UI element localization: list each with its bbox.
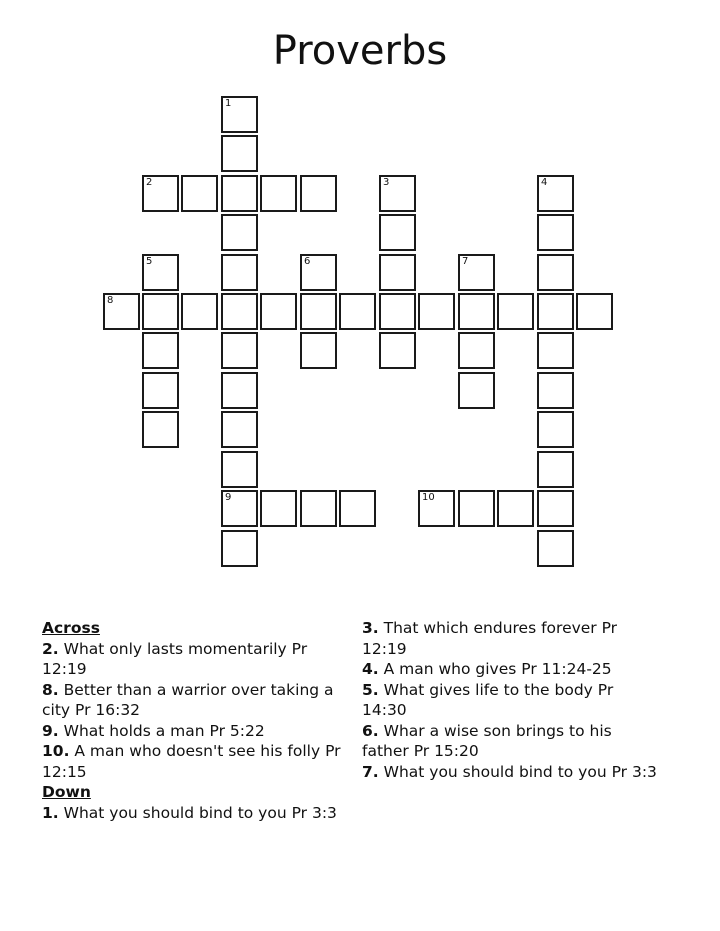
clue-down-6 (362, 721, 662, 762)
grid-cell[interactable] (221, 451, 258, 488)
clue-text: A man who gives Pr 11:24-25 (383, 660, 612, 678)
puzzle-title: Proverbs (272, 28, 448, 74)
clue-across-10 (42, 741, 342, 782)
clue-text: What only lasts momentarily Pr 12:19 (42, 639, 308, 678)
clues-column-right (362, 618, 662, 782)
clue-number: 3. (362, 619, 379, 637)
grid-cell[interactable] (260, 175, 297, 212)
grid-cell[interactable] (300, 490, 337, 527)
grid-cell[interactable] (418, 293, 455, 330)
grid-cell[interactable] (418, 490, 455, 527)
clue-number: 9 (225, 492, 232, 503)
clue-text: A man who doesn't see his folly Pr 12:15 (42, 742, 341, 781)
clue-across-8 (42, 680, 342, 721)
grid-cell[interactable] (260, 490, 297, 527)
grid-cell[interactable] (537, 490, 574, 527)
clue-number: 10 (422, 492, 435, 503)
grid-cell[interactable] (221, 135, 258, 172)
clue-number: 4 (541, 177, 548, 188)
grid-cell[interactable] (458, 332, 495, 369)
clue-number: 8. (42, 680, 59, 699)
clue-number: 5 (146, 256, 153, 267)
clue-number: 7. (362, 762, 379, 781)
grid-cell[interactable] (221, 490, 258, 527)
grid-cell[interactable] (142, 254, 179, 291)
clue-number: 7 (462, 256, 469, 267)
grid-cell[interactable] (142, 411, 179, 448)
grid-cell[interactable] (537, 254, 574, 291)
clue-number: 6. (362, 721, 379, 740)
grid-cell[interactable] (576, 293, 613, 330)
grid-cell[interactable] (339, 293, 376, 330)
grid-cell[interactable] (379, 332, 416, 369)
grid-cell[interactable] (300, 332, 337, 369)
grid-cell[interactable] (300, 293, 337, 330)
grid-cell[interactable] (339, 490, 376, 527)
grid-cell[interactable] (221, 293, 258, 330)
clue-down-1 (42, 803, 342, 824)
grid-cell[interactable] (221, 214, 258, 251)
grid-cell[interactable] (537, 293, 574, 330)
grid-cell[interactable] (221, 411, 258, 448)
across-heading: Across (42, 619, 100, 637)
grid-cell[interactable] (221, 175, 258, 212)
clue-number: 5. (362, 680, 379, 699)
clue-number: 3 (383, 177, 390, 188)
grid-cell[interactable] (537, 175, 574, 212)
grid-cell[interactable] (221, 332, 258, 369)
clue-text: What you should bind to you Pr 3:3 (63, 803, 337, 822)
grid-cell[interactable] (221, 530, 258, 567)
grid-cell[interactable] (221, 254, 258, 291)
clue-text: That which endures forever Pr 12:19 (362, 619, 618, 658)
clue-text: Whar a wise son brings to his father Pr 15:20 (362, 721, 612, 760)
clue-number: 4. (362, 660, 379, 678)
grid-cell[interactable] (379, 214, 416, 251)
grid-cell[interactable] (142, 372, 179, 409)
grid-cell[interactable] (181, 175, 218, 212)
clue-number: 1 (225, 98, 232, 109)
grid-cell[interactable] (537, 530, 574, 567)
clue-number: 8 (107, 295, 114, 306)
grid-cell[interactable] (221, 96, 258, 133)
clue-number: 1. (42, 803, 59, 822)
grid-cell[interactable] (537, 411, 574, 448)
grid-cell[interactable] (142, 293, 179, 330)
clue-down-4 (362, 659, 662, 680)
grid-cell[interactable] (497, 490, 534, 527)
clue-down-3 (362, 618, 662, 659)
grid-cell[interactable] (537, 214, 574, 251)
clue-down-7 (362, 762, 662, 783)
clue-number: 2. (42, 639, 59, 658)
clue-text: What you should bind to you Pr 3:3 (383, 762, 657, 781)
grid-cell[interactable] (379, 175, 416, 212)
clue-across-9 (42, 721, 342, 742)
clue-text: What holds a man Pr 5:22 (63, 721, 265, 740)
grid-cell[interactable] (300, 175, 337, 212)
clue-across-2 (42, 639, 342, 680)
grid-cell[interactable] (497, 293, 534, 330)
grid-cell[interactable] (537, 372, 574, 409)
grid-cell[interactable] (379, 254, 416, 291)
clue-number: 2 (146, 177, 153, 188)
grid-cell[interactable] (103, 293, 140, 330)
clue-number: 9. (42, 721, 59, 740)
clue-text: Better than a warrior over taking a city Pr 16:32 (42, 680, 334, 719)
down-heading: Down (42, 783, 91, 801)
grid-cell[interactable] (379, 293, 416, 330)
grid-cell[interactable] (142, 175, 179, 212)
clue-number: 6 (304, 256, 311, 267)
grid-cell[interactable] (458, 254, 495, 291)
grid-cell[interactable] (537, 451, 574, 488)
clue-text: What gives life to the body Pr 14:30 (362, 680, 614, 719)
grid-cell[interactable] (221, 372, 258, 409)
grid-cell[interactable] (458, 293, 495, 330)
grid-cell[interactable] (300, 254, 337, 291)
grid-cell[interactable] (181, 293, 218, 330)
grid-cell[interactable] (537, 332, 574, 369)
grid-cell[interactable] (458, 372, 495, 409)
grid-cell[interactable] (142, 332, 179, 369)
clues-column-left (42, 618, 342, 823)
clue-down-5 (362, 680, 662, 721)
grid-cell[interactable] (260, 293, 297, 330)
clue-number: 10. (42, 742, 70, 760)
grid-cell[interactable] (458, 490, 495, 527)
